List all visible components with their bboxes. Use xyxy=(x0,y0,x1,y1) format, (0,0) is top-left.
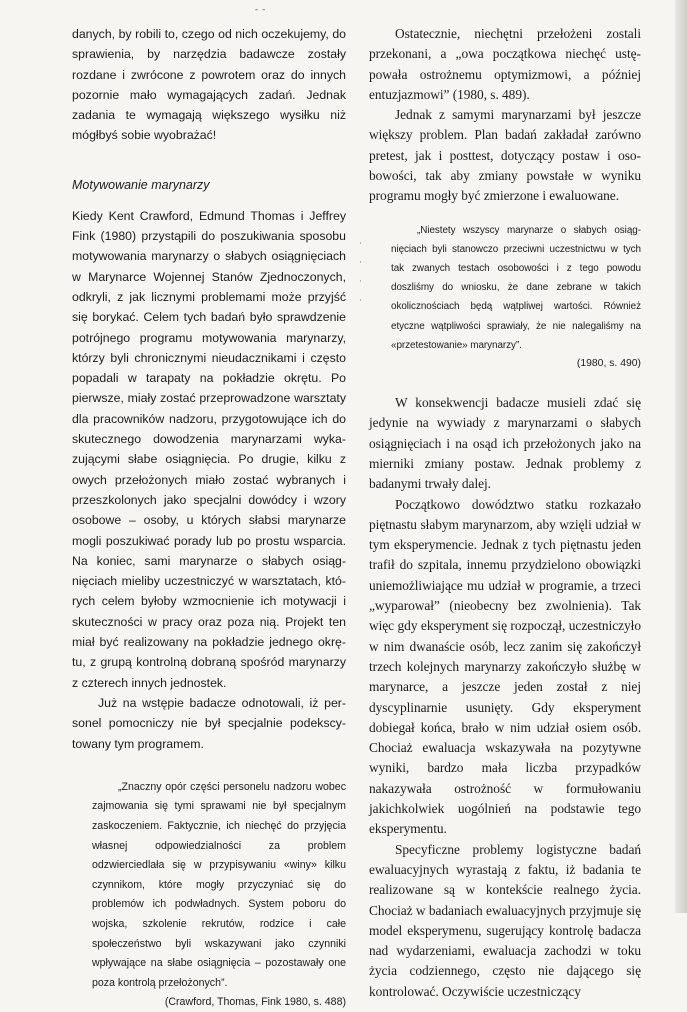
page-mark: - - xyxy=(255,4,267,14)
margin-mark-3: · xyxy=(359,276,362,286)
left-quote-text: „Znaczny opór części personelu nadzoru wobec zajmowania się tymi sprawami nie był specjalnym zaskoczeniem. Faktycznie, ich niechęć do przyjęcia własnej odpowiedzialności za problem odzwierciedlała się w przypisywaniu «winy» kilku czynnikom, które mogły przyczyniać się do problemów ich podwładnych. System poboru do wojska, szkolenie rekrutów, rodzice i całe społeczeństwo byli wskazywani jako czynniki wpływające na słabe osiągnięcia – pozostawały one poza kontrolą przełożonych”. xyxy=(92,780,346,989)
right-blockquote xyxy=(391,221,641,373)
margin-mark-2: · xyxy=(359,257,362,267)
margin-mark-1: · xyxy=(359,238,362,248)
right-paragraph-4: Początkowo dowództwo statku rozkazało piętnastu słabym marynarzom, aby wzięli udział w tym eksperymencie. Jednak z tych piętnastu jeden trafił do szpitala, innemu przydzielono obowiązki uniemożliwiające mu udział w programie, a trzeci „wyparował” (nieobecny bez zwolnienia). Tak więc gdy eksperyment się rozpoczął, uczestniczyło w nim dwanaście osób, lecz zanim się zakończył trzech kolejnych marynarzy zakończyło służbę w marynarce, a jeszcze jeden został z niej dyscyplinarnie usunięty. Gdy eksperyment dobiegał końca, brało w nim udział osiem osób. Chociaż ewaluacja wskazywała na pozytywne wyniki, bardzo mała liczba przypadków nakazywała ostrożność w formułowaniu jakichkolwiek uogólnień na podstawie tego eksperymentu. xyxy=(369,496,641,837)
right-paragraph-5: Specyficzne problemy logistyczne badań ewaluacyjnych wyrastają z faktu, iż badania te realizowane są w kontekście realnego życia. Chociaż w badaniach ewaluacyjnych przyjmuje się model eksperymenu, sugerujący kontrolę badacza nad wydarzeniami, ewaluacja zachodzi w toku życia codziennego, często nie dającego się kontrolować. Oczywiście uczestniczący xyxy=(369,841,641,999)
spacer xyxy=(369,373,641,393)
right-paragraph-2: Jednak z samymi marynarzami był jeszcze większy problem. Plan badań zakładał zarówno pretest, jak i posttest, dotyczący postaw i osobowości, tak aby zmiany powstałe w wyniku programu mogły być zmierzone i ewaluowane. xyxy=(369,107,641,204)
left-top-paragraph: danych, by robili to, czego od nich oczekujemy, do sprawienia, by narzędzia badawcze zostały rozdane i zwrócone z powrotem oraz do innych pozornie mało wymagających zadań. Jednak zadania te wymagają większego wysiłku niż mógłbyś sobie wyobrażać! xyxy=(72,27,346,143)
left-top-paragraph-wrap xyxy=(72,24,346,146)
section-heading: Motywowanie marynarzy xyxy=(72,177,210,192)
right-paragraph-3: W konsekwencji badacze musieli zdać się jedynie na wywiady z marynarzami o słabych osiągnięciach i na osąd ich przełożonych jako na mierniki zmiany postaw. Jednak problemy z badanymi trwały dalej. xyxy=(369,395,641,492)
right-column xyxy=(369,24,641,1002)
left-column xyxy=(72,24,346,1012)
left-quote-citation: (Crawford, Thomas, Fink 1980, s. 488) xyxy=(164,996,346,1009)
page-edge-shadow xyxy=(675,0,687,913)
left-paragraph-2: Już na wstępie badacze odnotowali, iż personel pomocniczy nie był specjalnie podekscytowany tym programem. xyxy=(72,695,346,751)
right-quote-text: „Niestety wszyscy marynarze o słabych osiągnięciach byli stanowczo przeciwni uczestnictwu w tych tak zwanych testach osobowości i z tego powodu doszliśmy do wniosku, że dane zebrane w takich okolicznościach będą wątpliwej wartości. Również etyczne wątpliwości sprawiały, że nie nalegaliśmy na «przetestowanie» marynarzy”. xyxy=(391,224,641,351)
left-body xyxy=(72,206,346,754)
right-paragraph-1: Ostatecznie, niechętni przełożeni zostali przekonani, a „owa początkowa niechęć ustępowała ostrożnemu optymizmowi, a później entuzjazmowi” (1980, s. 489). xyxy=(369,26,641,102)
right-quote-citation: (1980, s. 490) xyxy=(576,358,641,370)
left-paragraph-1: Kiedy Kent Crawford, Edmund Thomas i Jeffrey Fink (1980) przystąpili do poszukiwania sposobu motywowania marynarzy o słabych osiągnięciach w Marynarce Wojennej Stanów Zjednoczonych, odkryli, z jak licznymi problemami może przyjść się borykać. Celem tych badań było sprawdzenie potrójnego programu motywowania marynarzy, którzy byli chronicznymi nieudacznikami i często popadali w tarapaty na pokładzie okrętu. Po pierwsze, miały zostać przeprowadzone warsztaty dla pracowników nadzoru, przygotowujące ich do skutecznego dowodzenia marynarzami wykazującymi słabe osiągnięcia. Po drugie, kilku z owych przełożonych miało zostać wybranych i przeszkolonych jako specjalni dowódcy i wzory osobowe – osoby, u których słabsi marynarze mogli poszukiwać porady lub po prostu wsparcia. Na koniec, sami marynarze o słabych osiągnięciach mieliby uczestniczyć w warsztatach, których celem byłoby wzmocnienie ich motywacji i skuteczności w pracy oraz poza nią. Projekt ten miał być realizowany na pokładzie jednego okrętu, z grupą kontrolną dobraną spośród marynarzy z czterech innych jednostek. xyxy=(72,208,346,690)
margin-mark-4: · xyxy=(359,295,362,305)
left-blockquote xyxy=(92,778,346,1012)
